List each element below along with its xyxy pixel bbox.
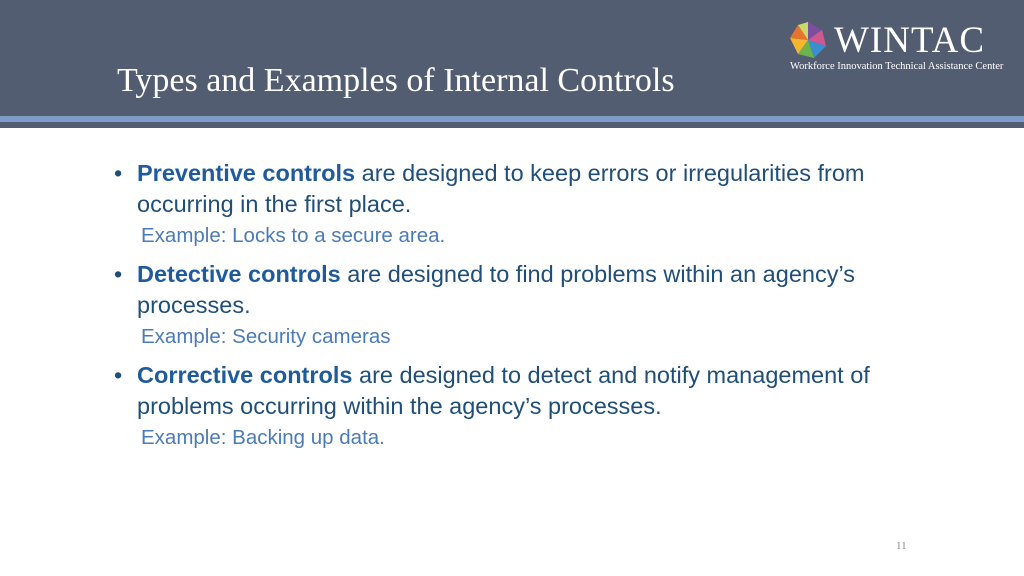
- header-divider-stripe: [0, 122, 1024, 128]
- bullet-preventive: [114, 158, 934, 220]
- bullet-detective: [114, 259, 934, 321]
- bullet-corrective: [114, 360, 934, 422]
- slide-title: Types and Examples of Internal Controls: [117, 62, 675, 99]
- page-number: 11: [896, 540, 907, 552]
- bullet-dot: •: [114, 160, 123, 186]
- bullet-term: Detective controls: [137, 261, 341, 287]
- bullet-term: Preventive controls: [137, 160, 356, 186]
- bullet-list: [114, 158, 934, 461]
- example-detective: Example: Security cameras: [141, 325, 391, 348]
- bullet-text: are designed to keep errors or irregularities from occurring in the first place.: [137, 160, 865, 217]
- example-corrective: Example: Backing up data.: [141, 426, 385, 449]
- bullet-text: are designed to detect and notify management of problems occurring within the agency’s processes.: [137, 362, 870, 419]
- bullet-dot: •: [114, 362, 123, 388]
- logo-wordmark: WINTAC: [834, 20, 986, 61]
- bullet-text: are designed to find problems within an agency’s processes.: [137, 261, 856, 318]
- example-preventive: Example: Locks to a secure area.: [141, 224, 446, 247]
- pinwheel-logo-icon: [788, 20, 828, 60]
- logo-subtitle: Workforce Innovation Technical Assistance Center: [790, 61, 1004, 72]
- wintac-logo: [788, 18, 1013, 78]
- bullet-term: Corrective controls: [137, 362, 353, 388]
- bullet-dot: •: [114, 261, 123, 287]
